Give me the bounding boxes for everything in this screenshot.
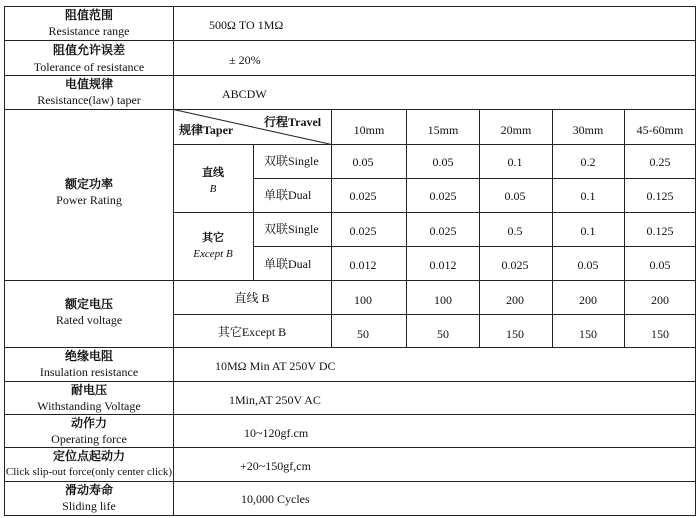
withstanding-value: 1Min,AT 250V AC [229, 393, 321, 407]
tolerance-value: ± 20% [229, 53, 261, 67]
rated-voltage-zh: 额定电压 [64, 297, 114, 311]
power-b-single-30mm: 0.2 [580, 155, 596, 169]
resistance-range-en: Resistance range [48, 24, 130, 38]
power-except-dual-15mm: 0.012 [429, 258, 457, 272]
life-value: 10,000 Cycles [241, 492, 310, 506]
voltage-except-b-15mm: 50 [437, 327, 449, 341]
power-except-dual-10mm: 0.012 [349, 258, 377, 272]
group-b-en: B [209, 183, 217, 195]
resistance-range-zh: 阻值范围 [64, 8, 114, 22]
header-travel: 行程Travel [264, 115, 322, 129]
click-zh: 定位点起动力 [52, 449, 126, 463]
power-b-dual-45-60mm: 0.125 [646, 189, 674, 203]
voltage-except-b-label: 其它Except B [217, 325, 287, 339]
rated-voltage-en: Rated voltage [55, 313, 123, 327]
taper-zh: 电值规律 [64, 77, 114, 91]
travel-45-60mm: 45-60mm [636, 123, 684, 137]
voltage-except-b-10mm: 50 [357, 327, 369, 341]
power-except-single-10mm: 0.025 [349, 224, 377, 238]
voltage-b-20mm: 200 [506, 293, 524, 307]
power-b-single-45-60mm: 0.25 [649, 155, 671, 169]
power-b-dual-15mm: 0.025 [429, 189, 457, 203]
power-rating-zh: 额定功率 [64, 177, 114, 191]
power-b-dual-10mm: 0.025 [349, 189, 377, 203]
voltage-b-15mm: 100 [434, 293, 452, 307]
withstanding-zh: 耐电压 [70, 383, 108, 397]
group-except-b-zh: 其它 [202, 232, 224, 244]
taper-en: Resistance(law) taper [37, 93, 141, 107]
voltage-except-b-30mm: 150 [579, 327, 597, 341]
insulation-zh: 绝缘电阻 [64, 349, 114, 363]
group-except-b-en: Except B [193, 248, 233, 260]
life-zh: 滑动寿命 [64, 483, 114, 497]
travel-30mm: 30mm [572, 123, 604, 137]
voltage-except-b-20mm: 150 [506, 327, 524, 341]
header-taper: 规律Taper [179, 123, 234, 137]
power-except-single-30mm: 0.1 [580, 224, 596, 238]
taper-value: ABCDW [222, 87, 267, 101]
operating-value: 10~120gf.cm [244, 426, 309, 440]
power-except-dual-30mm: 0.05 [577, 258, 599, 272]
tolerance-zh: 阻值允许误差 [52, 43, 126, 57]
voltage-b-10mm: 100 [354, 293, 372, 307]
power-b-dual-label: 单联Dual [264, 188, 312, 202]
click-value: +20~150gf,cm [240, 459, 311, 473]
tolerance-en: Tolerance of resistance [33, 60, 145, 74]
power-except-single-label: 双联Single [264, 222, 319, 236]
life-en: Sliding life [62, 499, 116, 513]
group-b-zh: 直线 [202, 167, 224, 179]
withstanding-en: Withstanding Voltage [37, 399, 141, 413]
power-b-single-15mm: 0.05 [432, 155, 454, 169]
power-b-single-10mm: 0.05 [352, 155, 374, 169]
power-b-single-20mm: 0.1 [507, 155, 523, 169]
power-b-single-label: 双联Single [264, 154, 319, 168]
travel-10mm: 10mm [353, 123, 385, 137]
operating-en: Operating force [51, 432, 127, 446]
travel-20mm: 20mm [500, 123, 532, 137]
operating-zh: 动作力 [70, 416, 108, 430]
power-except-single-15mm: 0.025 [429, 224, 457, 238]
power-b-dual-20mm: 0.05 [504, 189, 526, 203]
power-except-single-45-60mm: 0.125 [646, 224, 674, 238]
travel-15mm: 15mm [427, 123, 459, 137]
voltage-b-30mm: 200 [579, 293, 597, 307]
power-b-dual-30mm: 0.1 [580, 189, 596, 203]
insulation-value: 10MΩ Min AT 250V DC [215, 359, 336, 373]
power-except-dual-label: 单联Dual [264, 257, 312, 271]
power-rating-en: Power Rating [56, 193, 122, 207]
resistance-range-value: 500Ω TO 1MΩ [209, 18, 284, 32]
click-en: Click slip-out force(only center click) [5, 466, 173, 478]
power-except-dual-45-60mm: 0.05 [649, 258, 671, 272]
power-except-single-20mm: 0.5 [507, 224, 523, 238]
voltage-except-b-45-60mm: 150 [651, 327, 669, 341]
voltage-b-45-60mm: 200 [651, 293, 669, 307]
voltage-b-label: 直线 B [234, 291, 270, 305]
insulation-en: Insulation resistance [39, 365, 139, 379]
power-except-dual-20mm: 0.025 [501, 258, 529, 272]
